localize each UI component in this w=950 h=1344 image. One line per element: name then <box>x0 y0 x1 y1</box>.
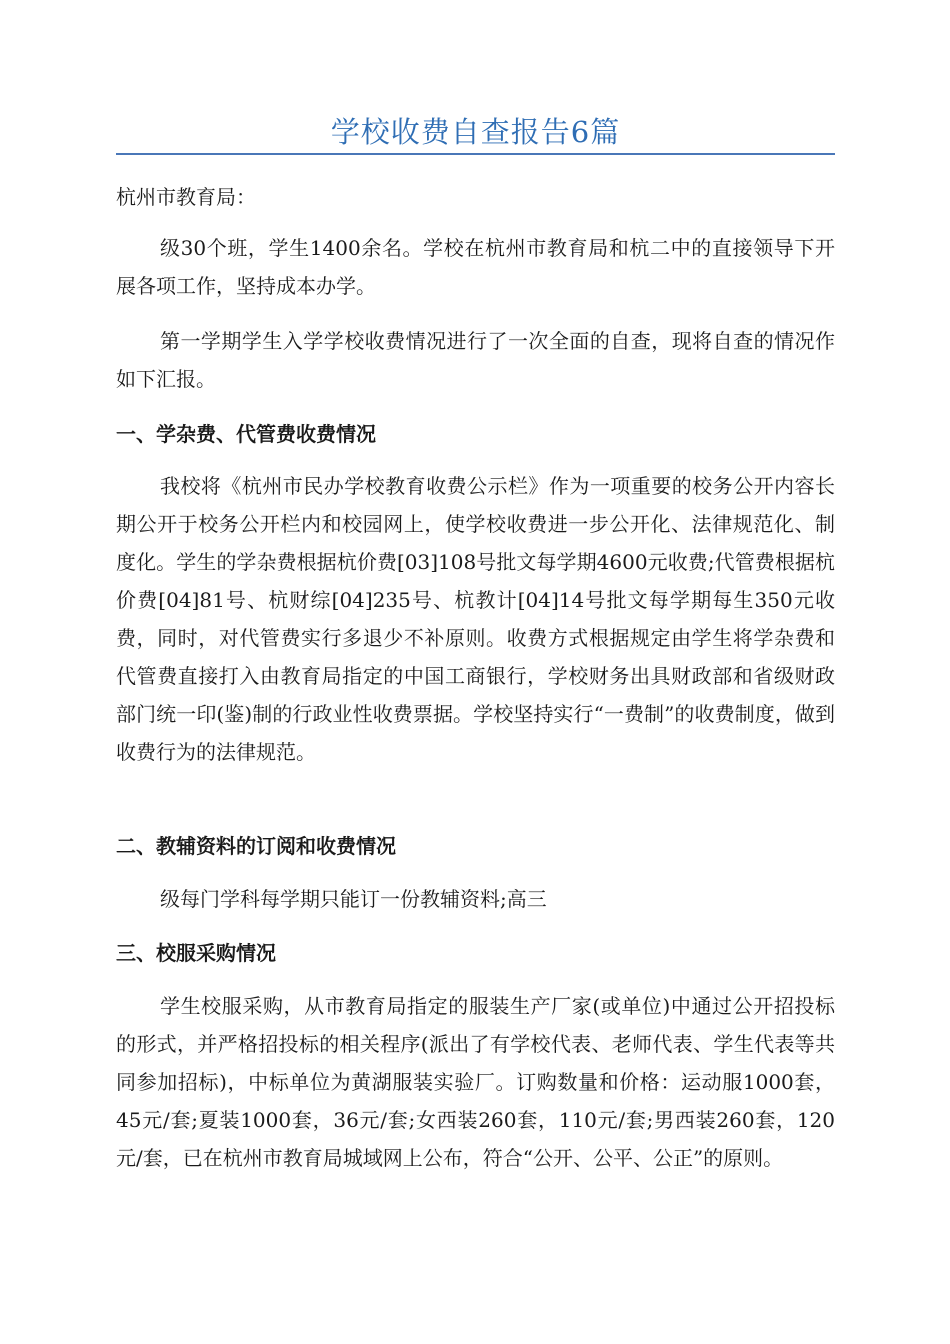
salutation: 杭州市教育局： <box>116 185 256 209</box>
intro-paragraph-1: 级30个班，学生1400余名。学校在杭州市教育局和杭二中的直接领导下开展各项工作，坚持成本办学。 <box>116 236 835 298</box>
section-heading-3: 三、校服采购情况 <box>116 941 276 965</box>
section-1-body: 我校将《杭州市民办学校教育收费公示栏》作为一项重要的校务公开内容长期公开于校务公开栏内和校园网上，使学校收费进一步公开化、法律规范化、制度化。学生的学杂费根据杭价费[03]108号批文每学期4600元收费;代管费根据杭价费[04]81号、杭财综[04]235号、杭教计[04]14号批文每学期每生350元收费，同时，对代管费实行多退少不补原则。收费方式根据规定由学生将学杂费和代管费直接打入由教育局指定的中国工商银行，学校财务出具财政部和省级财政部门统一印(鉴)制的行政业性收费票据。学校坚持实行“一费制”的收费制度，做到收费行为的法律规范。 <box>116 474 835 764</box>
intro-paragraph-2: 第一学期学生入学学校收费情况进行了一次全面的自查，现将自查的情况作如下汇报。 <box>116 329 835 391</box>
section-heading-2: 二、教辅资料的订阅和收费情况 <box>116 834 396 858</box>
section-heading-1: 一、学杂费、代管费收费情况 <box>116 422 376 446</box>
document-title: 学校收费自查报告6篇 <box>330 115 621 149</box>
section-3-body: 学生校服采购，从市教育局指定的服装生产厂家(或单位)中通过公开招投标的形式，并严格招投标的相关程序(派出了有学校代表、老师代表、学生代表等共同参加招标)，中标单位为黄湖服装实验厂。订购数量和价格：运动服1000套，45元/套;夏装1000套，36元/套;女西装260套，110元/套;男西装260套，120元/套，已在杭州市教育局城域网上公布，符合“公开、公平、公正”的原则。 <box>116 994 835 1170</box>
title-underline <box>116 153 835 155</box>
section-2-body: 级每门学科每学期只能订一份教辅资料;高三 <box>160 887 547 911</box>
